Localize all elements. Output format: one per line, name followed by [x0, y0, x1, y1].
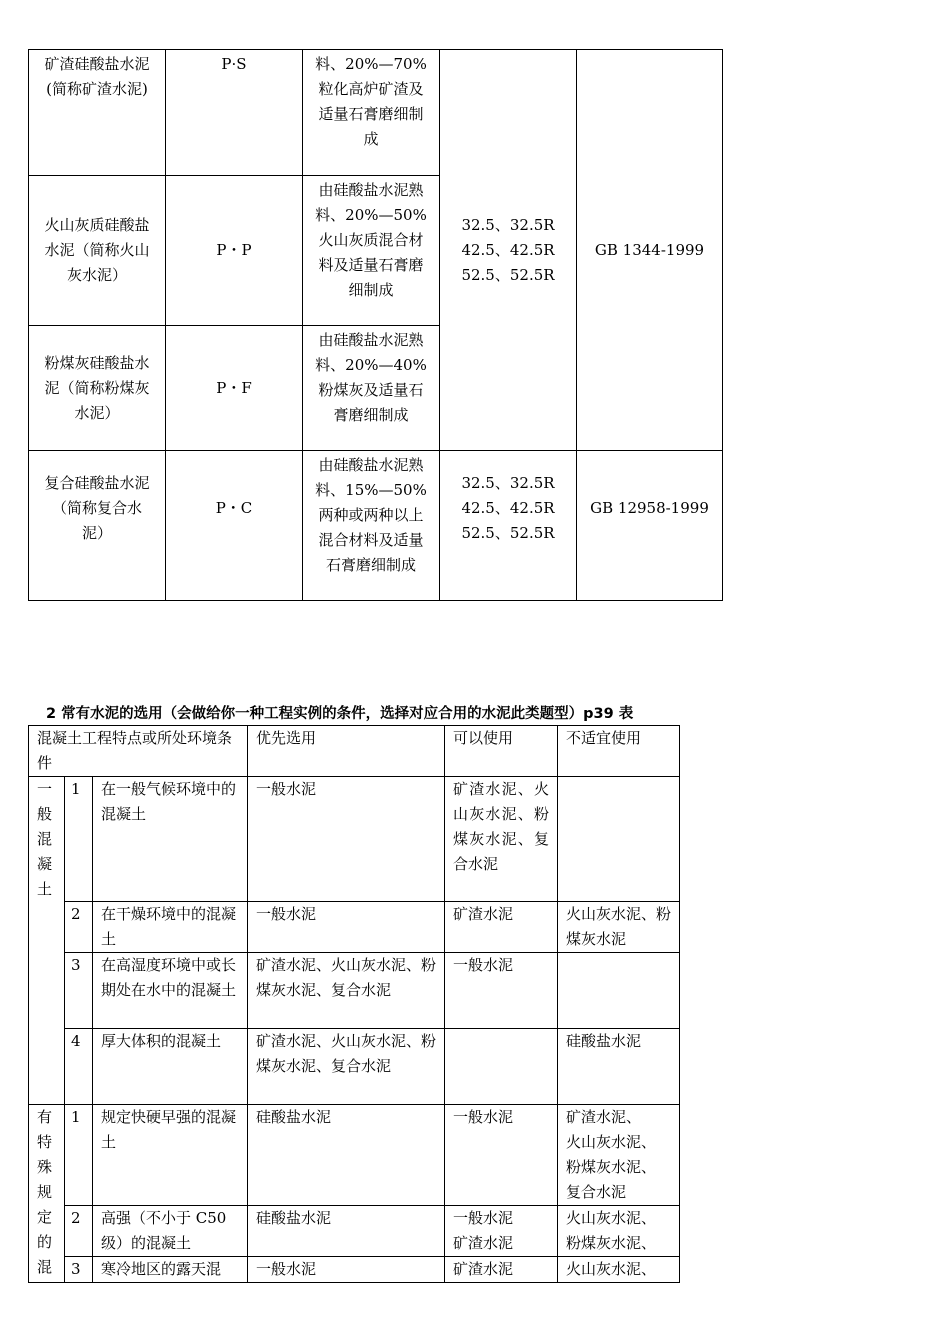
table-header-row	[29, 726, 680, 777]
usable-cell: 一般水泥 矿渣水泥	[445, 1206, 558, 1257]
row-number: 3	[65, 953, 93, 1029]
header-unsuitable: 不适宜使用	[558, 726, 680, 777]
cement-code-cell: P·S	[166, 50, 303, 176]
condition-cell: 厚大体积的混凝土	[93, 1029, 248, 1105]
group-label-general-concrete: 一 般 混 凝 土	[29, 777, 65, 1105]
row-number: 2	[65, 902, 93, 953]
unsuitable-cell	[558, 777, 680, 902]
preferred-cell: 硅酸盐水泥	[248, 1206, 445, 1257]
cement-code-cell: P・P	[166, 176, 303, 326]
strength-grades-cell: 32.5、32.5R 42.5、42.5R 52.5、52.5R	[440, 451, 577, 601]
table-row	[29, 50, 723, 176]
preferred-cell: 矿渣水泥、火山灰水泥、粉煤灰水泥、复合水泥	[248, 1029, 445, 1105]
standard-code-cell: GB 1344-1999	[577, 50, 723, 451]
table-row	[29, 1105, 680, 1206]
row-number: 4	[65, 1029, 93, 1105]
row-number: 1	[65, 777, 93, 902]
usable-cell: 一般水泥	[445, 953, 558, 1029]
table-row	[29, 1029, 680, 1105]
section-heading: 2 常有水泥的选用（会做给你一种工程实例的条件，选择对应合用的水泥此类题型）p39 表	[46, 706, 634, 722]
cement-name-cell: 复合硅酸盐水泥 （简称复合水 泥）	[29, 451, 166, 601]
table-row	[29, 1206, 680, 1257]
unsuitable-cell: 火山灰水泥、	[558, 1257, 680, 1283]
cement-types-table	[28, 49, 723, 601]
row-number: 3	[65, 1257, 93, 1283]
preferred-cell: 一般水泥	[248, 902, 445, 953]
preferred-cell: 一般水泥	[248, 777, 445, 902]
standard-code-cell: GB 12958-1999	[577, 451, 723, 601]
composition-cell: 由硅酸盐水泥熟 料、20%—50% 火山灰质混合材 料及适量石膏磨 细制成	[303, 176, 440, 326]
strength-grades-cell: 32.5、32.5R 42.5、42.5R 52.5、52.5R	[440, 50, 577, 451]
condition-cell: 寒冷地区的露天混	[93, 1257, 248, 1283]
usable-cell	[445, 1029, 558, 1105]
preferred-cell: 矿渣水泥、火山灰水泥、粉煤灰水泥、复合水泥	[248, 953, 445, 1029]
composition-cell: 料、20%—70% 粒化高炉矿渣及 适量石膏磨细制 成	[303, 50, 440, 176]
cement-name-cell: 火山灰质硅酸盐 水泥（简称火山 灰水泥）	[29, 176, 166, 326]
cement-name-cell: 矿渣硅酸盐水泥 (简称矿渣水泥)	[29, 50, 166, 176]
row-number: 1	[65, 1105, 93, 1206]
header-preferred: 优先选用	[248, 726, 445, 777]
row-number: 2	[65, 1206, 93, 1257]
usable-cell: 矿渣水泥、火山灰水泥、粉煤灰水泥、复合水泥	[445, 777, 558, 902]
preferred-cell: 硅酸盐水泥	[248, 1105, 445, 1206]
composition-cell: 由硅酸盐水泥熟 料、15%—50% 两种或两种以上 混合材料及适量 石膏磨细制成	[303, 451, 440, 601]
header-condition: 混凝土工程特点或所处环境条件	[29, 726, 248, 777]
table-row	[29, 1257, 680, 1283]
cement-code-cell: P・F	[166, 326, 303, 451]
preferred-cell: 一般水泥	[248, 1257, 445, 1283]
unsuitable-cell: 硅酸盐水泥	[558, 1029, 680, 1105]
usable-cell: 一般水泥	[445, 1105, 558, 1206]
cement-code-cell: P・C	[166, 451, 303, 601]
composition-cell: 由硅酸盐水泥熟 料、20%—40% 粉煤灰及适量石 膏磨细制成	[303, 326, 440, 451]
group-label-special-concrete: 有 特 殊 规 定 的 混	[29, 1105, 65, 1283]
unsuitable-cell	[558, 953, 680, 1029]
table-row	[29, 953, 680, 1029]
unsuitable-cell: 火山灰水泥、 粉煤灰水泥、	[558, 1206, 680, 1257]
table-row	[29, 777, 680, 902]
condition-cell: 高强（不小于 C50 级）的混凝土	[93, 1206, 248, 1257]
condition-cell: 在高湿度环境中或长期处在水中的混凝土	[93, 953, 248, 1029]
usable-cell: 矿渣水泥	[445, 902, 558, 953]
usable-cell: 矿渣水泥	[445, 1257, 558, 1283]
table-row	[29, 451, 723, 601]
cement-selection-table	[28, 725, 680, 1283]
unsuitable-cell: 火山灰水泥、粉煤灰水泥	[558, 902, 680, 953]
cement-name-cell: 粉煤灰硅酸盐水 泥（简称粉煤灰 水泥）	[29, 326, 166, 451]
condition-cell: 在一般气候环境中的混凝土	[93, 777, 248, 902]
header-usable: 可以使用	[445, 726, 558, 777]
unsuitable-cell: 矿渣水泥、 火山灰水泥、 粉煤灰水泥、 复合水泥	[558, 1105, 680, 1206]
condition-cell: 在干燥环境中的混凝土	[93, 902, 248, 953]
table-row	[29, 902, 680, 953]
condition-cell: 规定快硬早强的混凝土	[93, 1105, 248, 1206]
